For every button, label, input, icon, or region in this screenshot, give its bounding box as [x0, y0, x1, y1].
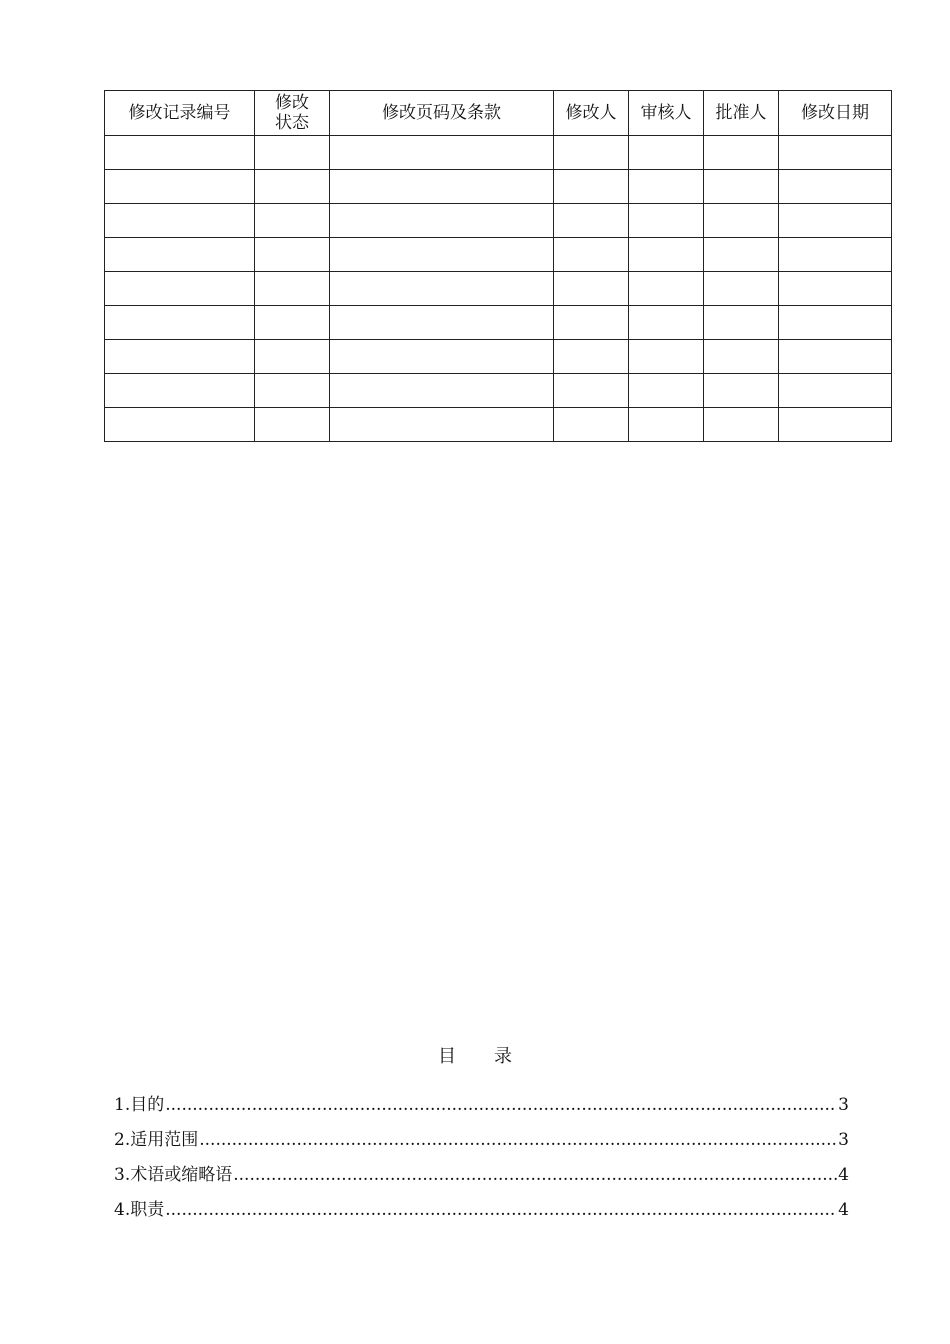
table-cell: [704, 408, 779, 442]
table-cell: [105, 136, 255, 170]
table-cell: [629, 204, 704, 238]
table-cell: [255, 408, 330, 442]
table-cell: [704, 136, 779, 170]
table-cell: [255, 340, 330, 374]
table-cell: [554, 170, 629, 204]
table-cell: [255, 204, 330, 238]
header-approver: 批准人: [704, 91, 779, 136]
revision-record-table: [104, 90, 892, 442]
toc-entry-label: 4.职责: [114, 1200, 165, 1220]
toc-title: [0, 1042, 950, 1068]
table-cell: [629, 408, 704, 442]
toc-dot-leader: [199, 1129, 837, 1151]
table-cell: [629, 170, 704, 204]
table-cell: [255, 272, 330, 306]
table-body: [105, 136, 892, 442]
toc-entry[interactable]: [114, 1164, 849, 1199]
table-cell: [330, 340, 554, 374]
table-cell: [255, 136, 330, 170]
table-cell: [255, 374, 330, 408]
toc-entry-label: 1.目的: [114, 1095, 165, 1115]
toc-entry-page: 4: [838, 1200, 849, 1220]
table-of-contents: [114, 1094, 849, 1234]
table-row: [105, 408, 892, 442]
table-cell: [704, 238, 779, 272]
table-cell: [779, 204, 892, 238]
toc-entry-page: 3: [838, 1095, 849, 1115]
toc-dot-leader: [165, 1094, 837, 1116]
toc-entry[interactable]: [114, 1094, 849, 1129]
table-cell: [779, 408, 892, 442]
table-cell: [105, 340, 255, 374]
table-cell: [330, 306, 554, 340]
table-cell: [330, 408, 554, 442]
table-cell: [105, 204, 255, 238]
header-status-line1: 修改: [275, 92, 309, 113]
table-cell: [779, 374, 892, 408]
toc-entry-label: 3.术语或缩略语: [114, 1165, 233, 1185]
table-cell: [629, 238, 704, 272]
table-cell: [330, 204, 554, 238]
table-cell: [704, 340, 779, 374]
table-cell: [779, 238, 892, 272]
table-cell: [629, 272, 704, 306]
header-status: [255, 91, 330, 136]
table-cell: [105, 170, 255, 204]
header-modifier: 修改人: [554, 91, 629, 136]
table-cell: [255, 306, 330, 340]
toc-entry[interactable]: [114, 1199, 849, 1234]
table-cell: [554, 340, 629, 374]
table-row: [105, 306, 892, 340]
table-row: [105, 272, 892, 306]
toc-dot-leader: [233, 1164, 837, 1186]
toc-entry-page: 4: [838, 1165, 849, 1185]
table-cell: [704, 374, 779, 408]
table-cell: [330, 136, 554, 170]
table-cell: [779, 340, 892, 374]
table-cell: [255, 238, 330, 272]
table-cell: [779, 170, 892, 204]
table-cell: [330, 374, 554, 408]
table-cell: [554, 408, 629, 442]
table-cell: [554, 204, 629, 238]
toc-entry-page: 3: [838, 1130, 849, 1150]
table-cell: [779, 272, 892, 306]
table-cell: [105, 306, 255, 340]
table-cell: [554, 374, 629, 408]
table-cell: [629, 340, 704, 374]
toc-entry-label: 2.适用范围: [114, 1130, 199, 1150]
table-cell: [554, 136, 629, 170]
toc-title-part2: 录: [494, 1046, 512, 1067]
table-row: [105, 170, 892, 204]
table-row: [105, 374, 892, 408]
table-cell: [554, 272, 629, 306]
header-reviewer: 审核人: [629, 91, 704, 136]
table-row: [105, 136, 892, 170]
table-cell: [105, 374, 255, 408]
table-cell: [105, 238, 255, 272]
table-cell: [629, 374, 704, 408]
table-cell: [554, 306, 629, 340]
table-cell: [704, 272, 779, 306]
table-cell: [704, 204, 779, 238]
table-cell: [629, 306, 704, 340]
header-record-no: 修改记录编号: [105, 91, 255, 136]
table-cell: [779, 306, 892, 340]
table-row: [105, 340, 892, 374]
table-cell: [330, 238, 554, 272]
table-cell: [105, 408, 255, 442]
table-row: [105, 238, 892, 272]
header-pages-clauses: 修改页码及条款: [330, 91, 554, 136]
table-cell: [330, 170, 554, 204]
table-cell: [330, 272, 554, 306]
header-date: 修改日期: [779, 91, 892, 136]
table-cell: [105, 272, 255, 306]
table-cell: [779, 136, 892, 170]
table-row: [105, 204, 892, 238]
table-cell: [704, 170, 779, 204]
table-header-row: [105, 91, 892, 136]
table-cell: [554, 238, 629, 272]
table-cell: [629, 136, 704, 170]
table-cell: [704, 306, 779, 340]
toc-title-part1: 目: [438, 1046, 456, 1067]
header-status-line2: 状态: [275, 112, 309, 133]
toc-dot-leader: [165, 1199, 837, 1221]
toc-entry[interactable]: [114, 1129, 849, 1164]
table-cell: [255, 170, 330, 204]
